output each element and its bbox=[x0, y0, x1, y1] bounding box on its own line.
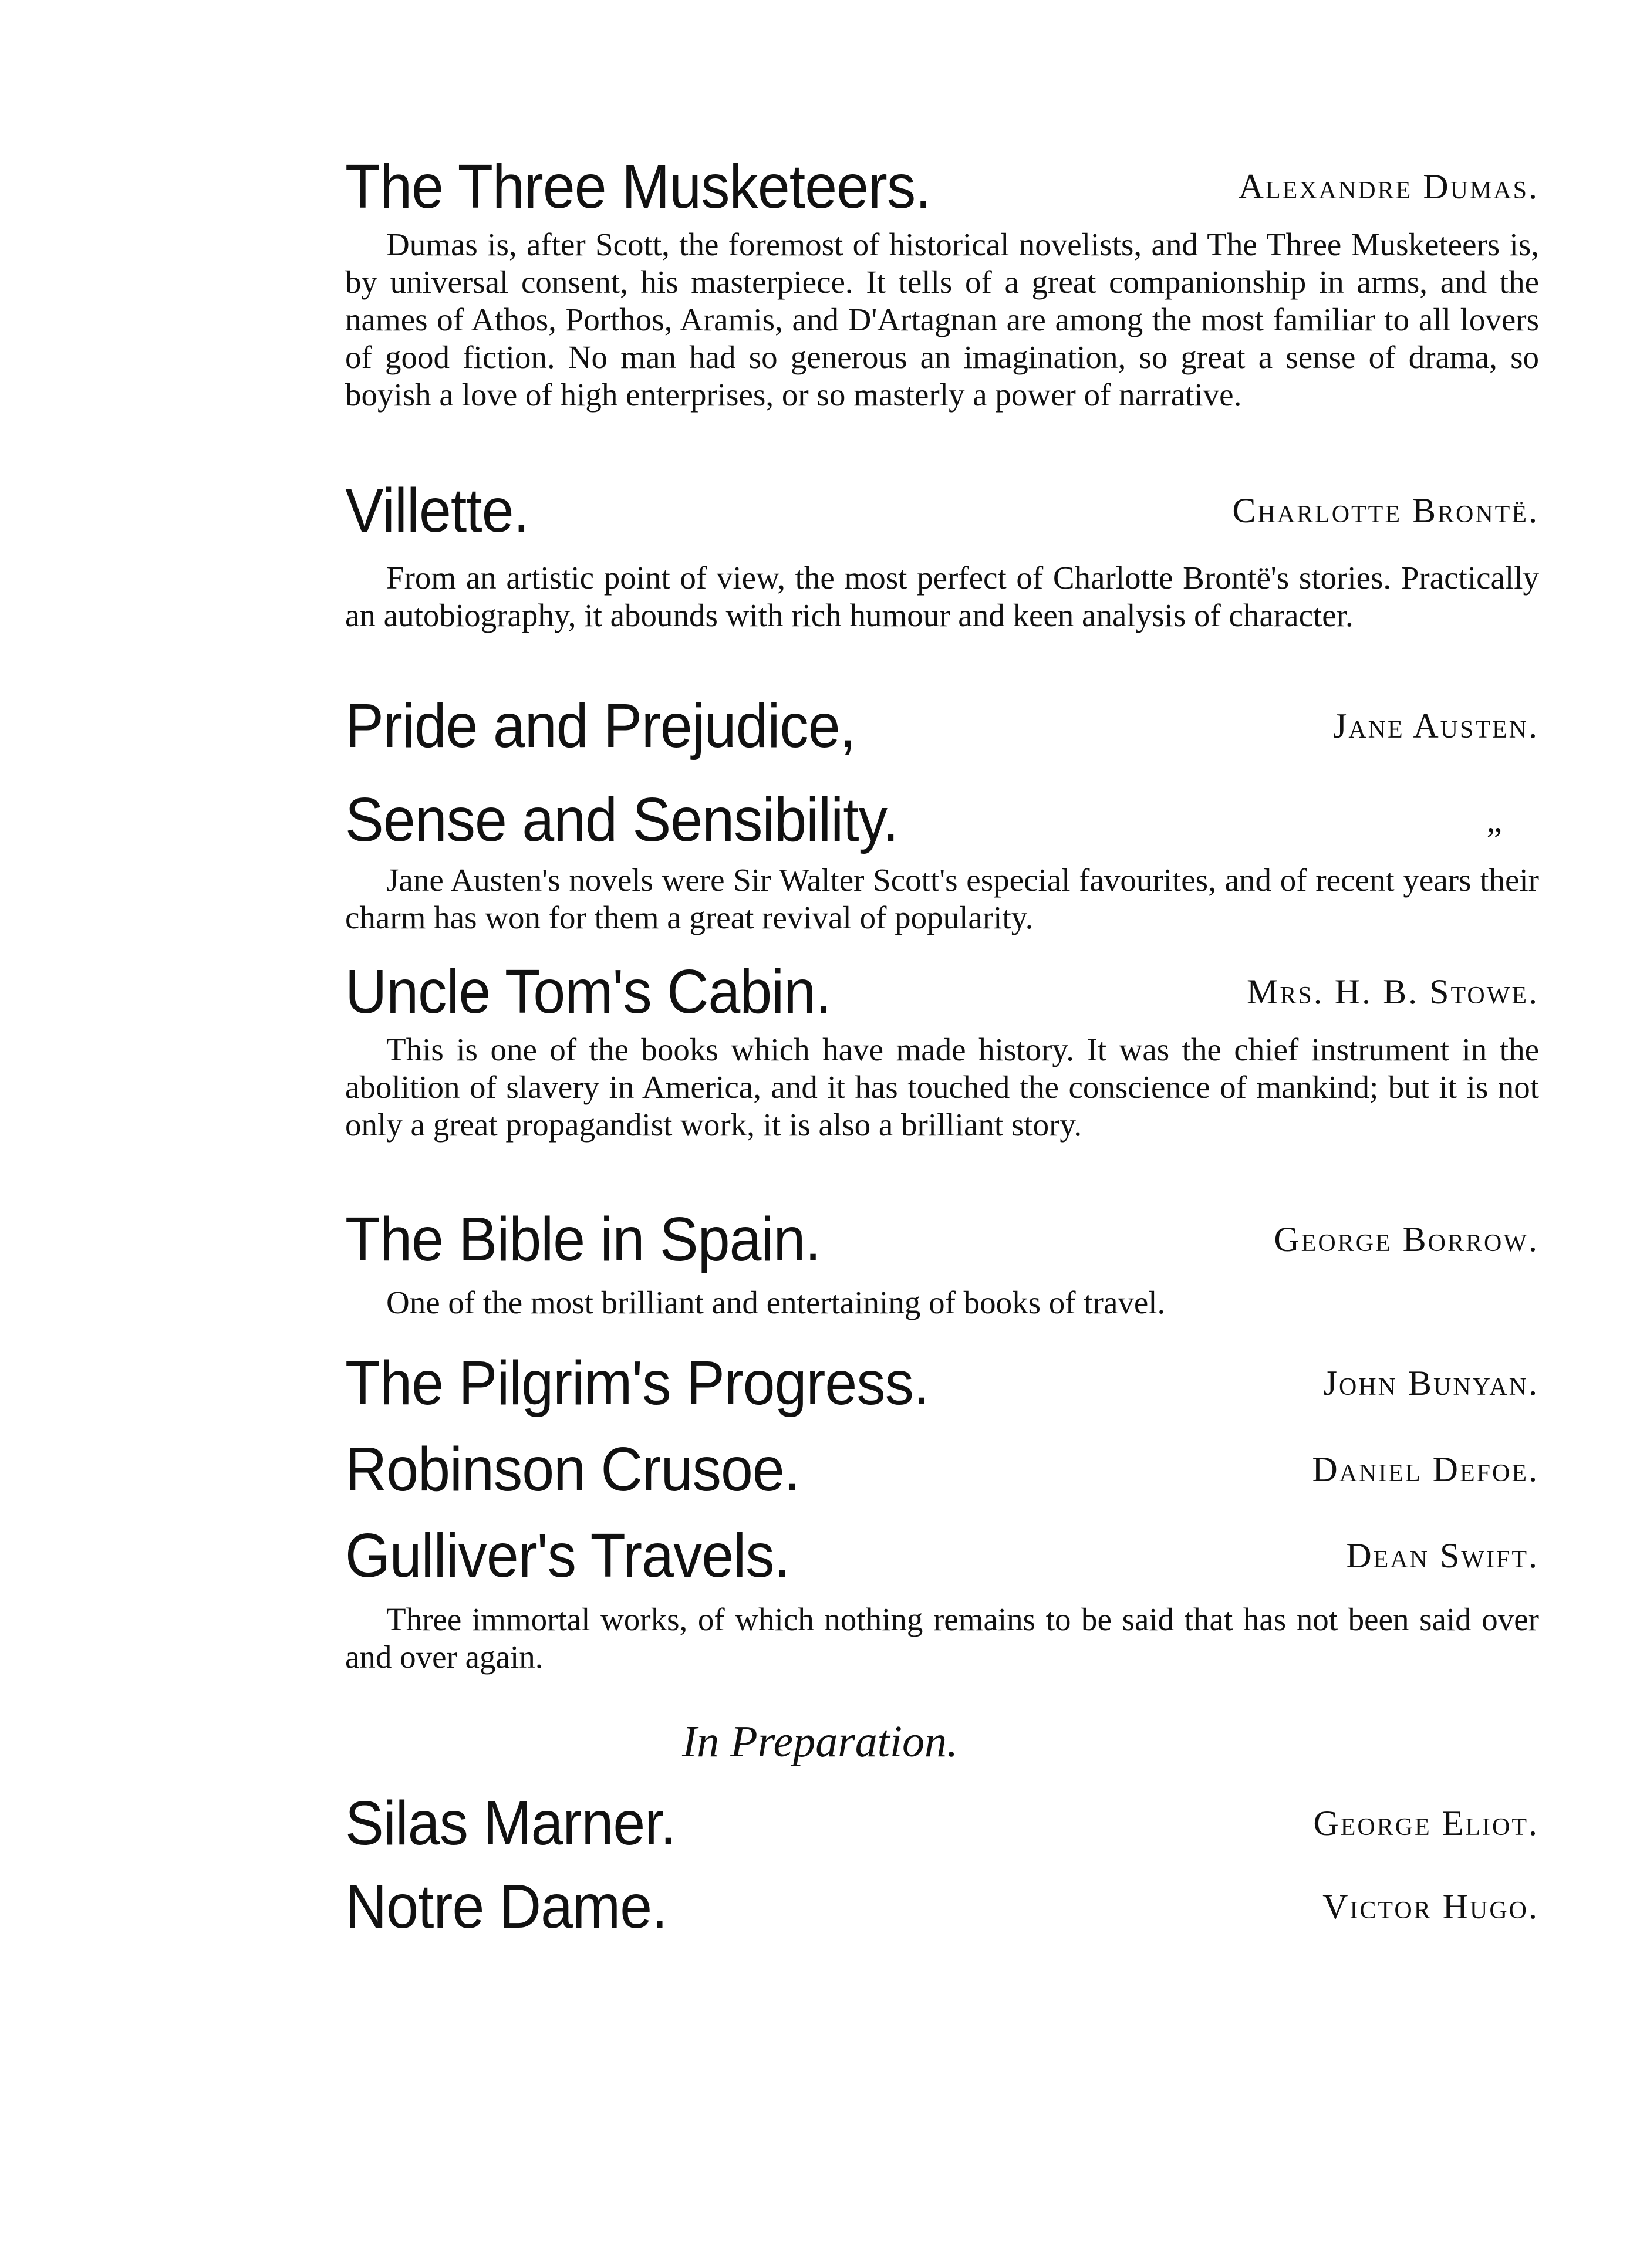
book-author: Daniel Defoe. bbox=[1312, 1449, 1539, 1489]
book-author: George Borrow. bbox=[1274, 1219, 1539, 1259]
book-author: Charlotte Brontë. bbox=[1232, 491, 1539, 530]
book-description: One of the most brilliant and entertaining of books of travel. bbox=[386, 1285, 1166, 1320]
book-title: The Pilgrim's Progress. bbox=[345, 1348, 929, 1418]
book-author: John Bunyan. bbox=[1323, 1363, 1539, 1402]
book-title: Uncle Tom's Cabin. bbox=[345, 956, 831, 1026]
book-title: The Three Musketeers. bbox=[345, 151, 931, 221]
book-entry bbox=[345, 1871, 1539, 1942]
book-title: Villette. bbox=[345, 475, 529, 545]
book-entry bbox=[345, 1348, 1539, 1418]
book-entry bbox=[345, 151, 1539, 222]
book-author: Alexandre Dumas. bbox=[1238, 167, 1539, 206]
book-description: Three immortal works, of which nothing remains to be said that has not been said over and over again. bbox=[345, 1601, 1539, 1675]
book-entry bbox=[345, 1434, 1539, 1505]
book-title: Gulliver's Travels. bbox=[345, 1520, 790, 1590]
preparation-heading: In Preparation. bbox=[681, 1717, 959, 1766]
book-author: George Eliot. bbox=[1313, 1803, 1539, 1843]
book-title: Sense and Sensibility. bbox=[345, 785, 899, 854]
book-entry bbox=[345, 956, 1539, 1027]
book-entry bbox=[345, 785, 1539, 855]
book-title: Silas Marner. bbox=[345, 1788, 676, 1858]
book-entry bbox=[345, 691, 1539, 761]
book-entry bbox=[345, 1520, 1539, 1591]
book-title: The Bible in Spain. bbox=[345, 1204, 821, 1274]
ditto-mark: „ bbox=[1486, 800, 1504, 839]
book-title: Notre Dame. bbox=[345, 1871, 667, 1941]
book-description: From an artistic point of view, the most perfect of Charlotte Brontë's stories. Practically an autobiography, it abounds with rich humour and keen analysis of character. bbox=[345, 560, 1539, 633]
book-description: This is one of the books which have made history. It was the chief instrument in the abolition of slavery in America, and it has touched the conscience of mankind; but it is not only a great propagandist work, it is also a brilliant story. bbox=[345, 1032, 1539, 1143]
book-author: Mrs. H. B. Stowe. bbox=[1247, 972, 1539, 1011]
book-title: Pride and Prejudice, bbox=[345, 691, 856, 760]
book-entry bbox=[345, 1204, 1539, 1275]
book-entry bbox=[345, 1788, 1539, 1858]
book-description: Dumas is, after Scott, the foremost of historical novelists, and The Three Musketeers is, by universal consent, his masterpiece. It tells of a great companionship in arms, and the names of Athos, Porthos, Aramis, and D'Artagnan are among the most familiar to all lovers of good fiction. No man had so generous an imagination, so great a sense of drama, so boyish a love of high enterprises, or so masterly a power of narrative. bbox=[345, 227, 1539, 413]
book-author: Victor Hugo. bbox=[1322, 1887, 1539, 1926]
book-description: Jane Austen's novels were Sir Walter Scott's especial favourites, and of recent years their charm has won for them a great revival of popularity. bbox=[345, 862, 1539, 935]
book-author: Jane Austen. bbox=[1332, 706, 1539, 745]
book-entry bbox=[345, 475, 1539, 546]
book-title: Robinson Crusoe. bbox=[345, 1434, 800, 1504]
book-author: Dean Swift. bbox=[1346, 1536, 1539, 1575]
